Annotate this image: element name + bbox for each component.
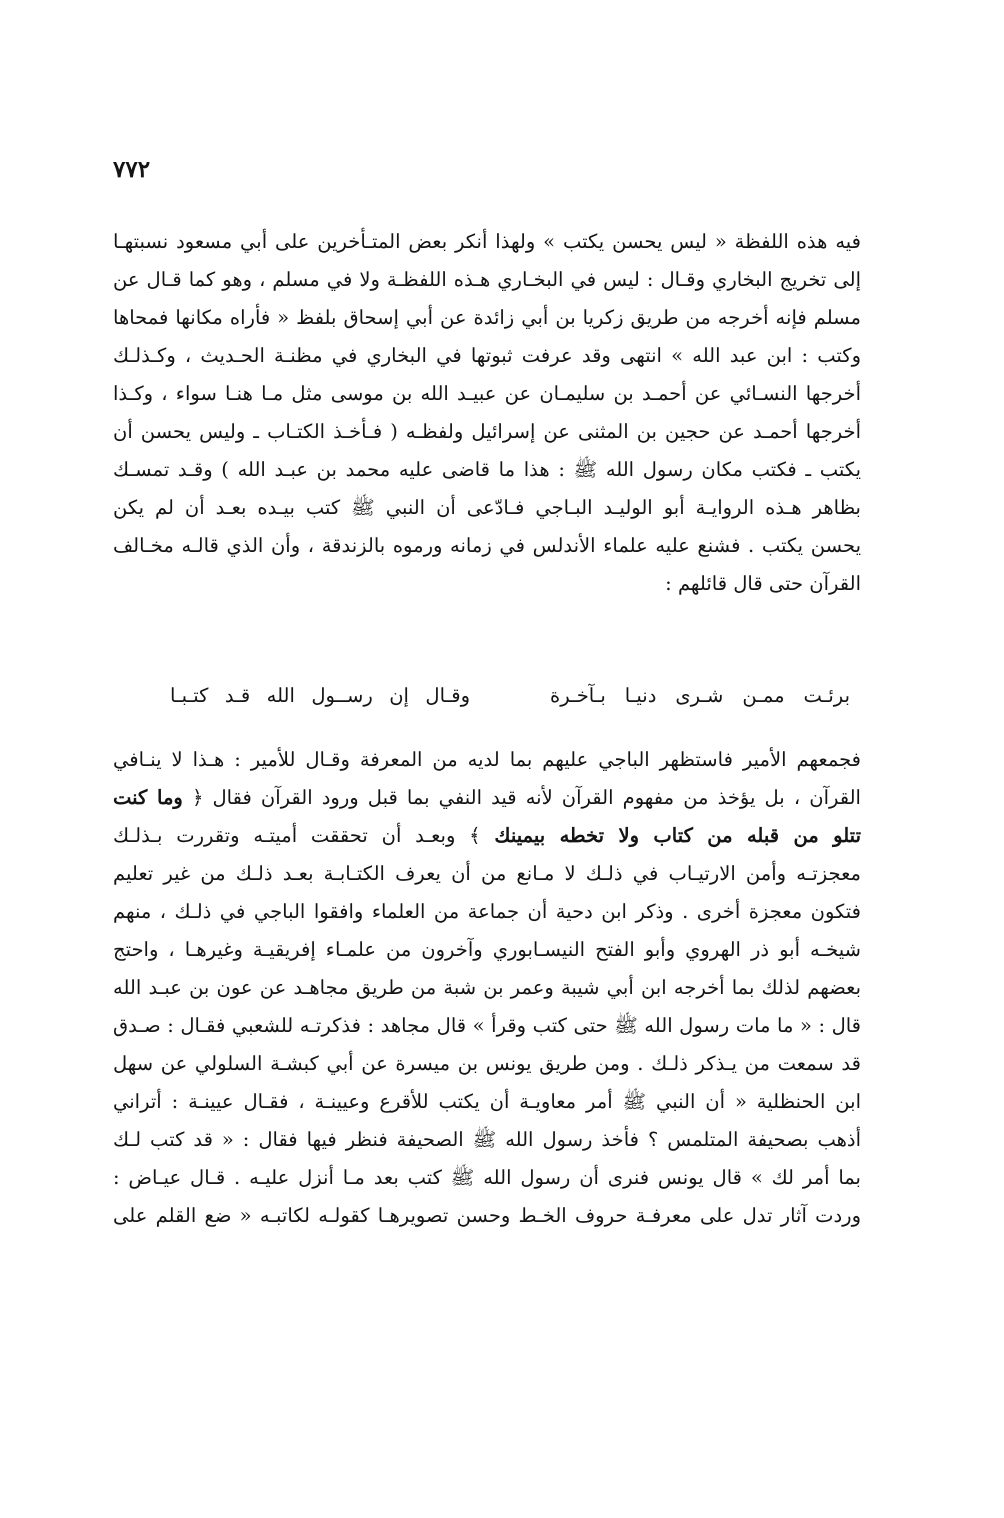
text-line: فيه هذه اللفظة « ليس يحسن يكتب » ولهذا أنكر بعض المتـأخرين على أبي مسعود نسبتهـا <box>113 230 861 253</box>
paragraph-2 <box>113 741 861 1235</box>
text-line: تتلو من قبله من كتاب ولا تخطه بيمينك ﴾ وبعـد أن تحققت أميتـه وتقررت بـذلـك <box>113 824 861 847</box>
text-line: أخرجها أحمـد عن حجين بن المثنى عن إسرائيل ولفظـه ( فـأخـذ الكتـاب ـ وليس يحسن أن <box>113 420 861 443</box>
verse-first-hemistich: برئـت ممـن شـرى دنيـا بـآخـرة <box>550 684 850 707</box>
text-line: مسلم فإنه أخرجه من طريق زكريا بن أبي زائدة عن أبي إسحاق بلفظ « فأراه مكانها فمحاها <box>113 306 861 329</box>
text-line: القرآن ، بل يؤخذ من مفهوم القرآن لأنه قيد النفي بما قبل ورود القرآن فقال ﴿ وما كنت <box>113 786 861 809</box>
text-line: يحسن يكتب . فشنع عليه علماء الأندلس في زمانه ورموه بالزندقة ، وأن الذي قالـه مخـالف <box>113 534 861 557</box>
text-line: فتكون معجزة أخرى . وذكر ابن دحية أن جماعة من العلماء وافقوا الباجي في ذلـك ، منهم <box>113 900 861 923</box>
quran-quote: وما كنت <box>113 786 183 809</box>
text-line: أذهب بصحيفة المتلمس ؟ فأخذ رسول الله ﷺ الصحيفة فنظر فيها فقال : « قد كتب لـك <box>113 1128 861 1151</box>
verse-second-hemistich: وقـال إن رســول الله قـد كتـبـا <box>170 684 470 707</box>
paragraph-1 <box>113 223 861 603</box>
text-line: بما أمر لك » قال يونس فنرى أن رسول الله ﷺ كتب بعد مـا أنزل عليـه . قـال عيـاض : <box>113 1166 861 1189</box>
text-line: شيخـه أبو ذر الهروي وأبو الفتح النيسـابوري وآخرون من علمـاء إفريقيـة وغيرهـا ، واحتج <box>113 938 861 961</box>
text-line: ابن الحنظلية « أن النبي ﷺ أمر معاويـة أن يكتب للأقرع وعيينـة ، فقـال عيينـة : أتراني <box>113 1090 861 1113</box>
text-line: بعضهم لذلك بما أخرجه ابن أبي شيبة وعمر بن شبة من طريق مجاهـد عن عون بن عبـد الله <box>113 976 861 999</box>
text-line: وردت آثار تدل على معرفـة حروف الخـط وحسن تصويرهـا كقولـه لكاتبـه « ضع القلم على <box>113 1204 861 1227</box>
poetry-verse <box>170 676 850 716</box>
quran-quote: تتلو من قبله من كتاب ولا تخطه بيمينك <box>494 824 861 847</box>
text-line: بظاهر هـذه الروايـة أبو الوليـد البـاجي فـادّعى أن النبي ﷺ كتب بيـده بعـد أن لم يكن <box>113 496 861 519</box>
text-line: يكتب ـ فكتب مكان رسول الله ﷺ : هذا ما قاضى عليه محمد بن عبـد الله ) وقـد تمسـك <box>113 458 861 481</box>
text-line: معجزتـه وأمن الارتيـاب في ذلـك لا مـانع من أن يعرف الكتـابـة بعـد ذلـك من غير تعليم <box>113 862 861 885</box>
text-line: قد سمعت من يـذكر ذلـك . ومن طريق يونس بن ميسرة عن أبي كبشـة السلولي عن سهل <box>113 1052 861 1075</box>
text-line: إلى تخريج البخاري وقـال : ليس في البخـاري هـذه اللفظـة ولا في مسلم ، وهو كما قـال عن <box>113 268 861 291</box>
text-line: وكتب : ابن عبد الله » انتهى وقد عرفت ثبوتها في البخاري في مظنـة الحـديث ، وكـذلـك <box>113 344 861 367</box>
text-line: فجمعهم الأمير فاستظهر الباجي عليهم بما لديه من المعرفة وقـال للأمير : هـذا لا ينـافي <box>113 748 861 771</box>
text-line: القرآن حتى قال قائلهم : <box>665 572 861 595</box>
text-line: أخرجها النسـائي عن أحمـد بن سليمـان عن عبيـد الله بن موسى مثل مـا هنـا سواء ، وكـذا <box>113 382 861 405</box>
page-number: ٧٧٢ <box>113 156 151 183</box>
text-line: قال : « ما مات رسول الله ﷺ حتى كتب وقرأ » قال مجاهد : فذكرتـه للشعبي فقـال : صـدق <box>113 1014 861 1037</box>
